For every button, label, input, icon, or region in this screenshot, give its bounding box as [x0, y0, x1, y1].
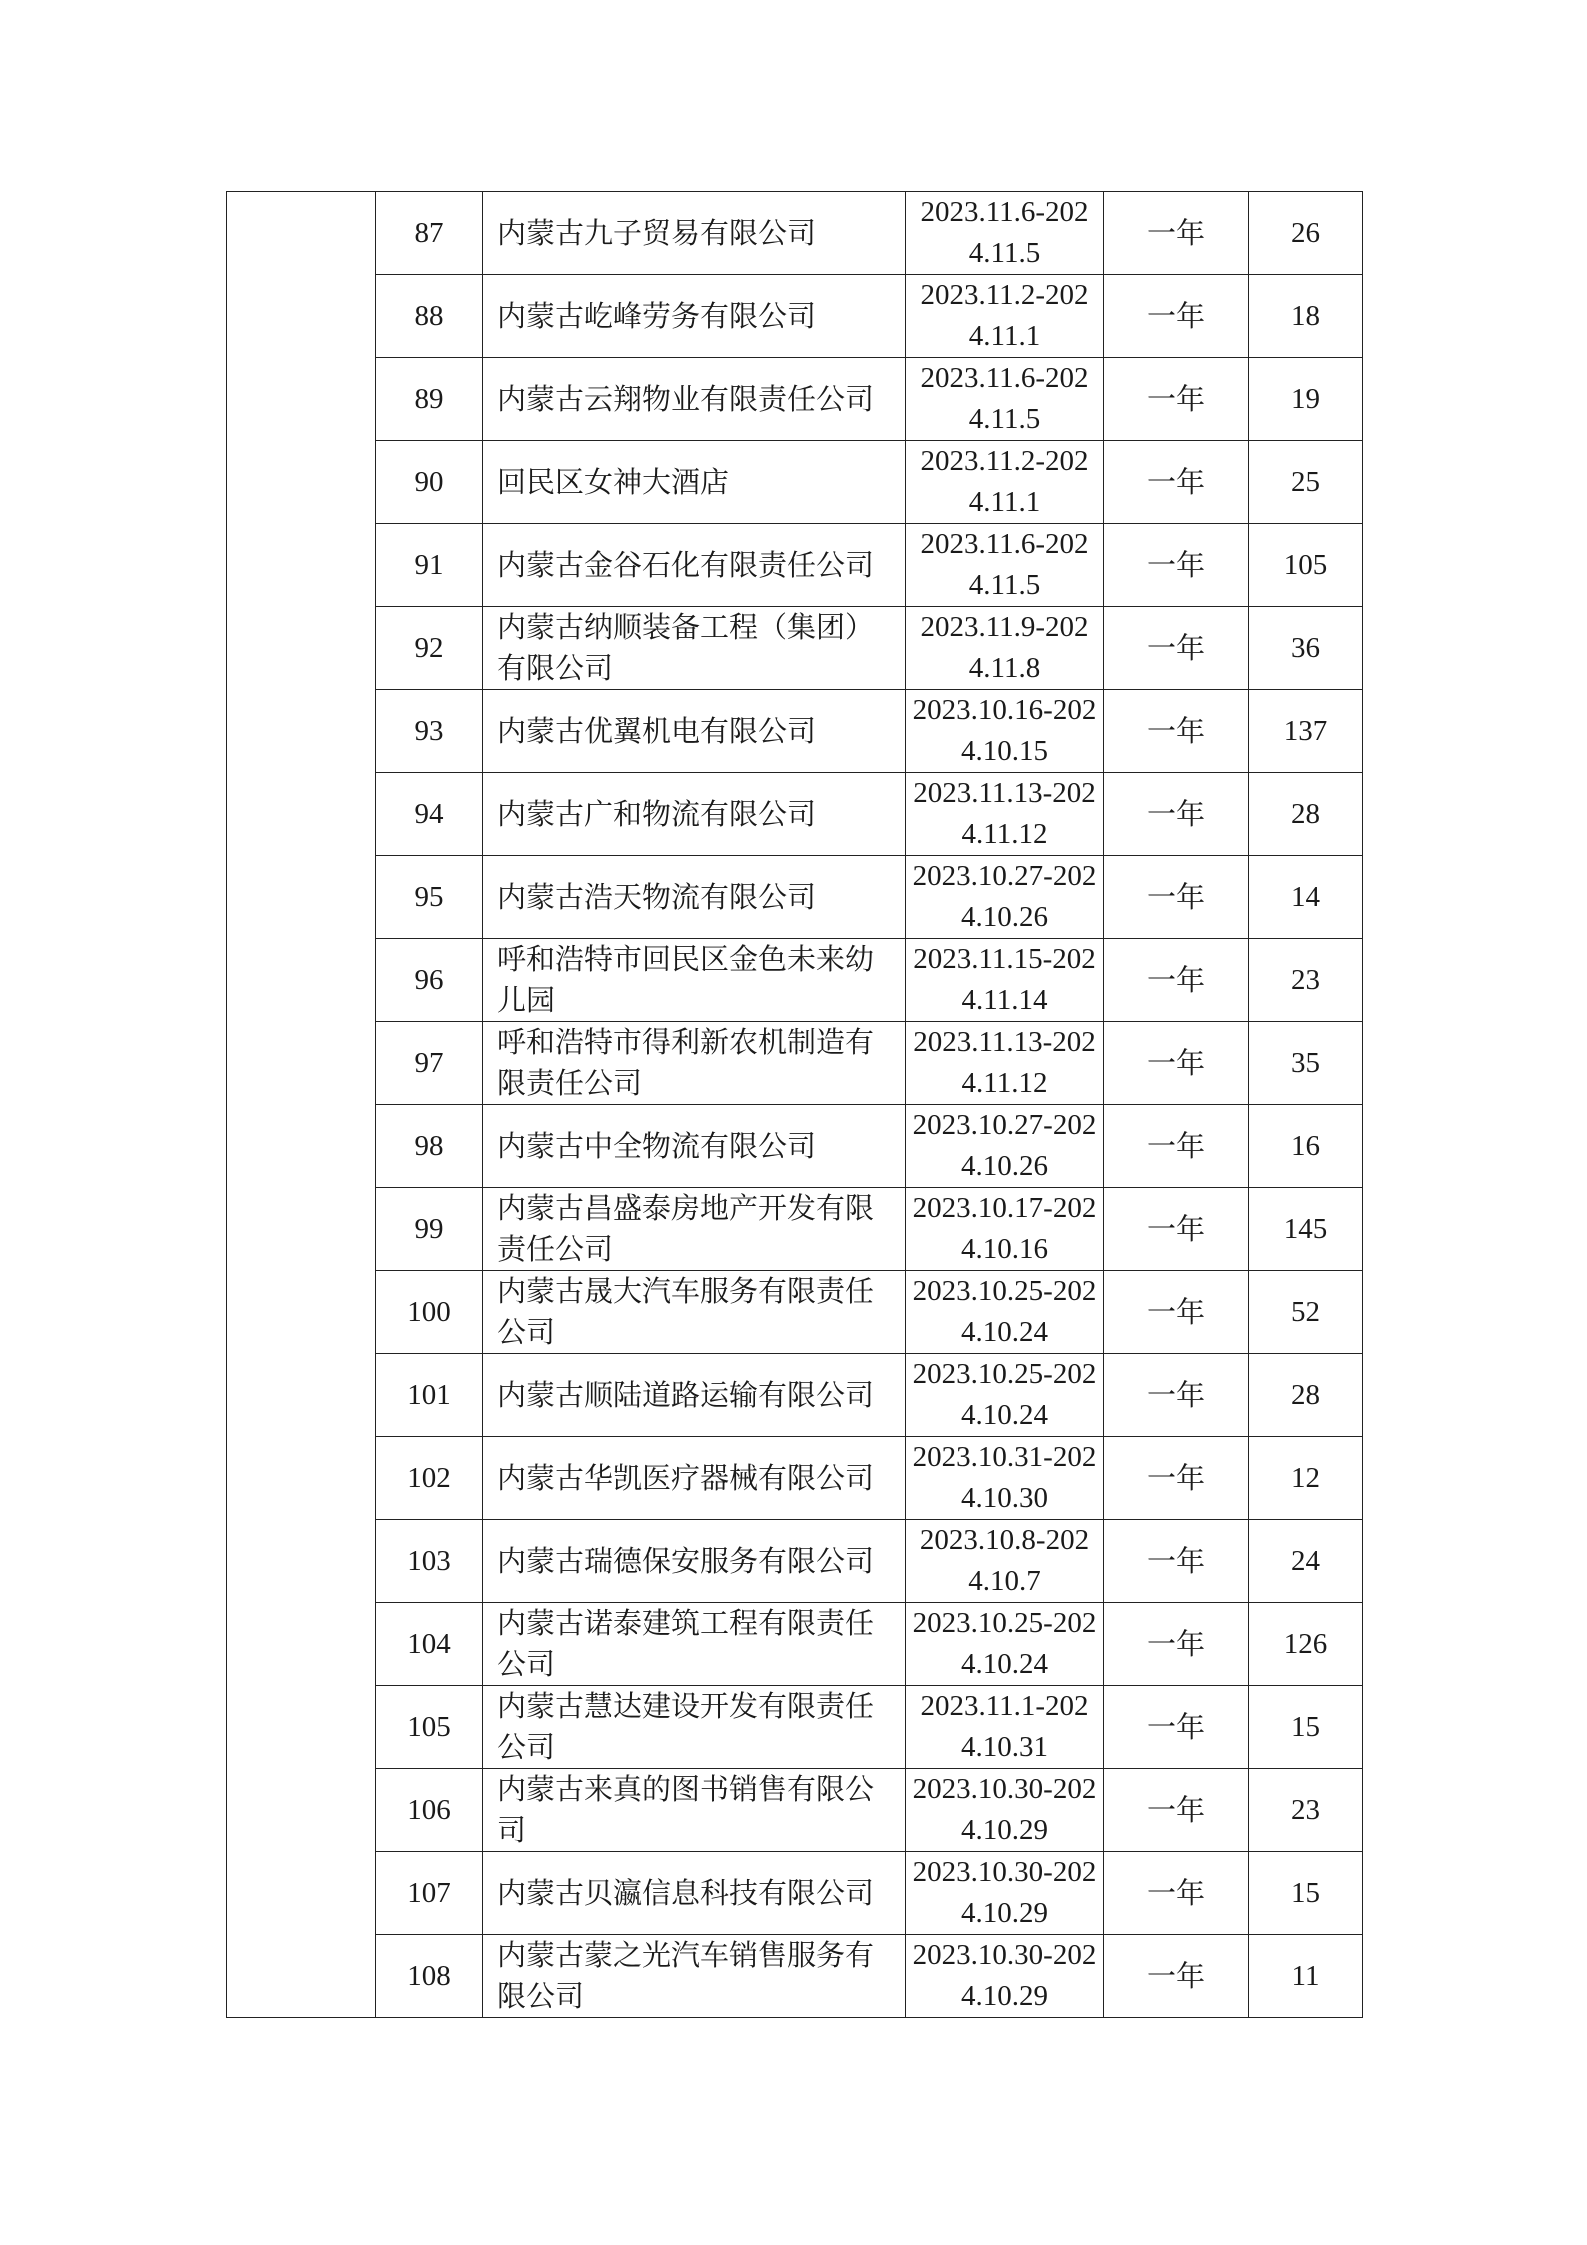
- period-cell: 2023.11.1-2024.10.31: [906, 1686, 1104, 1769]
- count-cell: 105: [1249, 524, 1363, 607]
- table-row: [227, 1188, 1363, 1271]
- count-cell: 26: [1249, 192, 1363, 275]
- table-row: [227, 1935, 1363, 2018]
- company-name-cell: 内蒙古九子贸易有限公司: [483, 192, 906, 275]
- table-row: [227, 275, 1363, 358]
- table-row: [227, 358, 1363, 441]
- count-cell: 11: [1249, 1935, 1363, 2018]
- term-cell: 一年: [1104, 441, 1249, 524]
- count-cell: 14: [1249, 856, 1363, 939]
- row-number-cell: 104: [376, 1603, 483, 1686]
- count-cell: 28: [1249, 1354, 1363, 1437]
- term-cell: 一年: [1104, 1271, 1249, 1354]
- table-row: [227, 856, 1363, 939]
- row-number-cell: 108: [376, 1935, 483, 2018]
- table-body: [227, 192, 1363, 2018]
- company-name-cell: 内蒙古顺陆道路运输有限公司: [483, 1354, 906, 1437]
- row-number-cell: 90: [376, 441, 483, 524]
- row-number-cell: 103: [376, 1520, 483, 1603]
- period-cell: 2023.10.27-2024.10.26: [906, 856, 1104, 939]
- table-row: [227, 1105, 1363, 1188]
- merged-category-cell: [227, 192, 376, 2018]
- term-cell: 一年: [1104, 773, 1249, 856]
- row-number-cell: 96: [376, 939, 483, 1022]
- count-cell: 18: [1249, 275, 1363, 358]
- term-cell: 一年: [1104, 192, 1249, 275]
- row-number-cell: 89: [376, 358, 483, 441]
- table-row: [227, 1769, 1363, 1852]
- company-name-cell: 内蒙古中全物流有限公司: [483, 1105, 906, 1188]
- period-cell: 2023.10.25-2024.10.24: [906, 1603, 1104, 1686]
- company-name-cell: 内蒙古来真的图书销售有限公司: [483, 1769, 906, 1852]
- table-row: [227, 1022, 1363, 1105]
- period-cell: 2023.11.13-2024.11.12: [906, 773, 1104, 856]
- table-row: [227, 192, 1363, 275]
- term-cell: 一年: [1104, 1105, 1249, 1188]
- count-cell: 28: [1249, 773, 1363, 856]
- table-row: [227, 1520, 1363, 1603]
- table-row: [227, 773, 1363, 856]
- count-cell: 23: [1249, 939, 1363, 1022]
- table-row: [227, 690, 1363, 773]
- term-cell: 一年: [1104, 939, 1249, 1022]
- period-cell: 2023.10.8-2024.10.7: [906, 1520, 1104, 1603]
- row-number-cell: 107: [376, 1852, 483, 1935]
- company-name-cell: 内蒙古浩天物流有限公司: [483, 856, 906, 939]
- period-cell: 2023.10.30-2024.10.29: [906, 1852, 1104, 1935]
- period-cell: 2023.11.6-2024.11.5: [906, 524, 1104, 607]
- table-row: [227, 1437, 1363, 1520]
- company-name-cell: 内蒙古昌盛泰房地产开发有限责任公司: [483, 1188, 906, 1271]
- term-cell: 一年: [1104, 1769, 1249, 1852]
- term-cell: 一年: [1104, 1686, 1249, 1769]
- row-number-cell: 91: [376, 524, 483, 607]
- period-cell: 2023.10.31-2024.10.30: [906, 1437, 1104, 1520]
- period-cell: 2023.10.30-2024.10.29: [906, 1935, 1104, 2018]
- row-number-cell: 92: [376, 607, 483, 690]
- period-cell: 2023.10.27-2024.10.26: [906, 1105, 1104, 1188]
- company-name-cell: 内蒙古慧达建设开发有限责任公司: [483, 1686, 906, 1769]
- table-row: [227, 1603, 1363, 1686]
- table-row: [227, 441, 1363, 524]
- table-row: [227, 939, 1363, 1022]
- period-cell: 2023.10.25-2024.10.24: [906, 1354, 1104, 1437]
- enterprise-table: [226, 191, 1363, 2018]
- company-name-cell: 呼和浩特市得利新农机制造有限责任公司: [483, 1022, 906, 1105]
- term-cell: 一年: [1104, 1852, 1249, 1935]
- count-cell: 15: [1249, 1852, 1363, 1935]
- term-cell: 一年: [1104, 1022, 1249, 1105]
- row-number-cell: 101: [376, 1354, 483, 1437]
- company-name-cell: 内蒙古蒙之光汽车销售服务有限公司: [483, 1935, 906, 2018]
- row-number-cell: 98: [376, 1105, 483, 1188]
- count-cell: 126: [1249, 1603, 1363, 1686]
- period-cell: 2023.10.30-2024.10.29: [906, 1769, 1104, 1852]
- period-cell: 2023.11.6-2024.11.5: [906, 358, 1104, 441]
- period-cell: 2023.10.16-2024.10.15: [906, 690, 1104, 773]
- table-row: [227, 1686, 1363, 1769]
- count-cell: 16: [1249, 1105, 1363, 1188]
- table-row: [227, 607, 1363, 690]
- term-cell: 一年: [1104, 1437, 1249, 1520]
- row-number-cell: 100: [376, 1271, 483, 1354]
- row-number-cell: 97: [376, 1022, 483, 1105]
- term-cell: 一年: [1104, 856, 1249, 939]
- company-name-cell: 内蒙古金谷石化有限责任公司: [483, 524, 906, 607]
- term-cell: 一年: [1104, 1603, 1249, 1686]
- company-name-cell: 内蒙古云翔物业有限责任公司: [483, 358, 906, 441]
- row-number-cell: 88: [376, 275, 483, 358]
- count-cell: 12: [1249, 1437, 1363, 1520]
- company-name-cell: 回民区女神大酒店: [483, 441, 906, 524]
- period-cell: 2023.11.2-2024.11.1: [906, 441, 1104, 524]
- row-number-cell: 99: [376, 1188, 483, 1271]
- company-name-cell: 内蒙古纳顺装备工程（集团）有限公司: [483, 607, 906, 690]
- period-cell: 2023.11.6-2024.11.5: [906, 192, 1104, 275]
- count-cell: 36: [1249, 607, 1363, 690]
- company-name-cell: 内蒙古屹峰劳务有限公司: [483, 275, 906, 358]
- count-cell: 24: [1249, 1520, 1363, 1603]
- count-cell: 35: [1249, 1022, 1363, 1105]
- period-cell: 2023.11.15-2024.11.14: [906, 939, 1104, 1022]
- table-row: [227, 1354, 1363, 1437]
- count-cell: 19: [1249, 358, 1363, 441]
- company-name-cell: 内蒙古优翼机电有限公司: [483, 690, 906, 773]
- term-cell: 一年: [1104, 524, 1249, 607]
- period-cell: 2023.11.9-2024.11.8: [906, 607, 1104, 690]
- count-cell: 137: [1249, 690, 1363, 773]
- row-number-cell: 105: [376, 1686, 483, 1769]
- count-cell: 145: [1249, 1188, 1363, 1271]
- term-cell: 一年: [1104, 1520, 1249, 1603]
- row-number-cell: 95: [376, 856, 483, 939]
- count-cell: 52: [1249, 1271, 1363, 1354]
- period-cell: 2023.11.2-2024.11.1: [906, 275, 1104, 358]
- term-cell: 一年: [1104, 690, 1249, 773]
- term-cell: 一年: [1104, 607, 1249, 690]
- company-name-cell: 呼和浩特市回民区金色未来幼儿园: [483, 939, 906, 1022]
- row-number-cell: 106: [376, 1769, 483, 1852]
- company-name-cell: 内蒙古贝瀛信息科技有限公司: [483, 1852, 906, 1935]
- table-row: [227, 1271, 1363, 1354]
- company-name-cell: 内蒙古瑞德保安服务有限公司: [483, 1520, 906, 1603]
- period-cell: 2023.11.13-2024.11.12: [906, 1022, 1104, 1105]
- term-cell: 一年: [1104, 1935, 1249, 2018]
- table-row: [227, 524, 1363, 607]
- term-cell: 一年: [1104, 275, 1249, 358]
- row-number-cell: 93: [376, 690, 483, 773]
- term-cell: 一年: [1104, 358, 1249, 441]
- term-cell: 一年: [1104, 1188, 1249, 1271]
- period-cell: 2023.10.17-2024.10.16: [906, 1188, 1104, 1271]
- company-name-cell: 内蒙古广和物流有限公司: [483, 773, 906, 856]
- company-name-cell: 内蒙古诺泰建筑工程有限责任公司: [483, 1603, 906, 1686]
- row-number-cell: 94: [376, 773, 483, 856]
- term-cell: 一年: [1104, 1354, 1249, 1437]
- period-cell: 2023.10.25-2024.10.24: [906, 1271, 1104, 1354]
- count-cell: 25: [1249, 441, 1363, 524]
- row-number-cell: 102: [376, 1437, 483, 1520]
- company-name-cell: 内蒙古晟大汽车服务有限责任公司: [483, 1271, 906, 1354]
- count-cell: 23: [1249, 1769, 1363, 1852]
- table-row: [227, 1852, 1363, 1935]
- count-cell: 15: [1249, 1686, 1363, 1769]
- row-number-cell: 87: [376, 192, 483, 275]
- company-name-cell: 内蒙古华凯医疗器械有限公司: [483, 1437, 906, 1520]
